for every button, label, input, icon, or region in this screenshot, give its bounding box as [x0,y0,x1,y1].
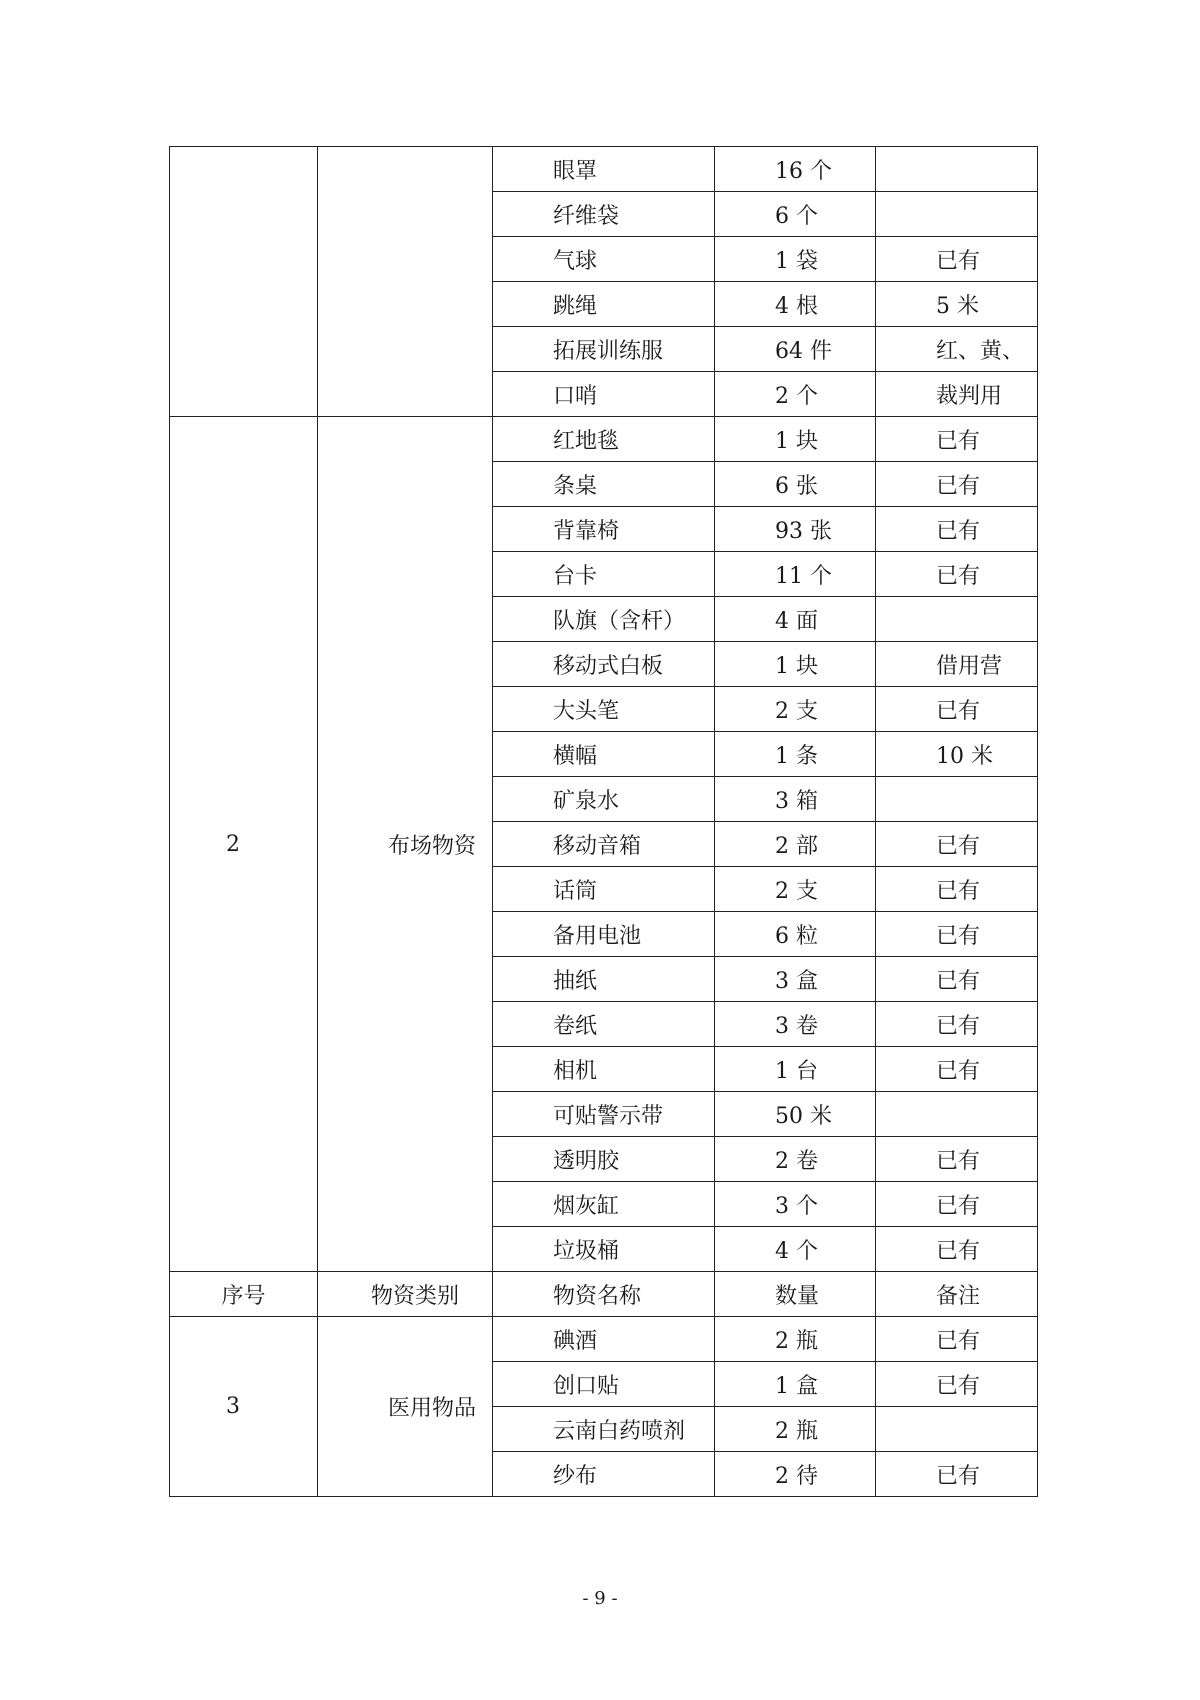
item-qty: 6 张 [715,462,876,507]
item-qty: 11 个 [715,552,876,597]
item-name: 云南白药喷剂 [493,1407,715,1452]
item-name: 透明胶 [493,1137,715,1182]
item-qty: 3 卷 [715,1002,876,1047]
item-qty: 3 箱 [715,777,876,822]
item-name: 卷纸 [493,1002,715,1047]
item-note: 已有 [876,462,1038,507]
item-note: 已有 [876,1137,1038,1182]
item-name: 纤维袋 [493,192,715,237]
item-name: 垃圾桶 [493,1227,715,1272]
item-note: 已有 [876,1227,1038,1272]
item-qty: 2 个 [715,372,876,417]
item-qty: 2 支 [715,867,876,912]
item-name: 台卡 [493,552,715,597]
item-name: 碘酒 [493,1317,715,1362]
item-qty: 4 根 [715,282,876,327]
item-note: 已有 [876,1047,1038,1092]
category-cell [318,147,493,417]
item-note: 已有 [876,687,1038,732]
item-note: 裁判用 [876,372,1038,417]
category-cell: 医用物品 [318,1317,493,1497]
item-note: 红、黄、 [876,327,1038,372]
seq-cell: 2 [170,417,318,1272]
item-name: 大头笔 [493,687,715,732]
item-name: 眼罩 [493,147,715,192]
item-qty: 6 粒 [715,912,876,957]
item-qty: 2 瓶 [715,1407,876,1452]
item-qty: 1 条 [715,732,876,777]
seq-cell [170,147,318,417]
category-cell: 布场物资 [318,417,493,1272]
item-name: 红地毯 [493,417,715,462]
page-number: - 9 - [582,1588,618,1609]
item-name: 移动音箱 [493,822,715,867]
item-qty: 3 个 [715,1182,876,1227]
item-qty: 64 件 [715,327,876,372]
item-name: 横幅 [493,732,715,777]
item-name: 口哨 [493,372,715,417]
item-qty: 2 支 [715,687,876,732]
item-name: 条桌 [493,462,715,507]
item-qty: 1 块 [715,642,876,687]
item-note [876,1092,1038,1137]
item-note [876,1407,1038,1452]
item-qty: 50 米 [715,1092,876,1137]
item-qty: 16 个 [715,147,876,192]
header-name: 物资名称 [493,1272,715,1317]
item-qty: 1 块 [715,417,876,462]
item-name: 相机 [493,1047,715,1092]
table-row [170,1317,1038,1362]
item-qty: 4 个 [715,1227,876,1272]
item-name: 抽纸 [493,957,715,1002]
table-header-row [170,1272,1038,1317]
item-note: 已有 [876,1362,1038,1407]
item-note: 10 米 [876,732,1038,777]
item-name: 备用电池 [493,912,715,957]
item-qty: 93 张 [715,507,876,552]
item-note: 已有 [876,1182,1038,1227]
item-qty: 2 待 [715,1452,876,1497]
header-category: 物资类别 [318,1272,493,1317]
item-name: 拓展训练服 [493,327,715,372]
header-note: 备注 [876,1272,1038,1317]
item-name: 创口贴 [493,1362,715,1407]
item-qty: 4 面 [715,597,876,642]
header-seq: 序号 [170,1272,318,1317]
seq-cell: 3 [170,1317,318,1497]
item-name: 纱布 [493,1452,715,1497]
item-name: 队旗（含杆） [493,597,715,642]
item-qty: 2 瓶 [715,1317,876,1362]
item-name: 跳绳 [493,282,715,327]
header-qty: 数量 [715,1272,876,1317]
item-note: 已有 [876,867,1038,912]
item-note: 已有 [876,552,1038,597]
item-name: 烟灰缸 [493,1182,715,1227]
item-note: 已有 [876,912,1038,957]
item-qty: 1 盒 [715,1362,876,1407]
item-name: 话筒 [493,867,715,912]
item-note: 已有 [876,1002,1038,1047]
item-note: 5 米 [876,282,1038,327]
item-note [876,192,1038,237]
item-note [876,777,1038,822]
item-qty: 3 盒 [715,957,876,1002]
item-note: 已有 [876,237,1038,282]
item-note: 已有 [876,417,1038,462]
item-note: 已有 [876,1317,1038,1362]
item-qty: 6 个 [715,192,876,237]
item-qty: 2 部 [715,822,876,867]
item-note [876,597,1038,642]
table-row [170,417,1038,462]
item-name: 矿泉水 [493,777,715,822]
item-name: 背靠椅 [493,507,715,552]
item-note: 已有 [876,507,1038,552]
materials-table [169,146,1038,1497]
item-note: 已有 [876,957,1038,1002]
item-qty: 2 卷 [715,1137,876,1182]
item-name: 移动式白板 [493,642,715,687]
item-note: 借用营 [876,642,1038,687]
item-name: 气球 [493,237,715,282]
item-name: 可贴警示带 [493,1092,715,1137]
item-qty: 1 袋 [715,237,876,282]
item-note [876,147,1038,192]
item-note: 已有 [876,1452,1038,1497]
item-qty: 1 台 [715,1047,876,1092]
table-row [170,147,1038,192]
item-note: 已有 [876,822,1038,867]
